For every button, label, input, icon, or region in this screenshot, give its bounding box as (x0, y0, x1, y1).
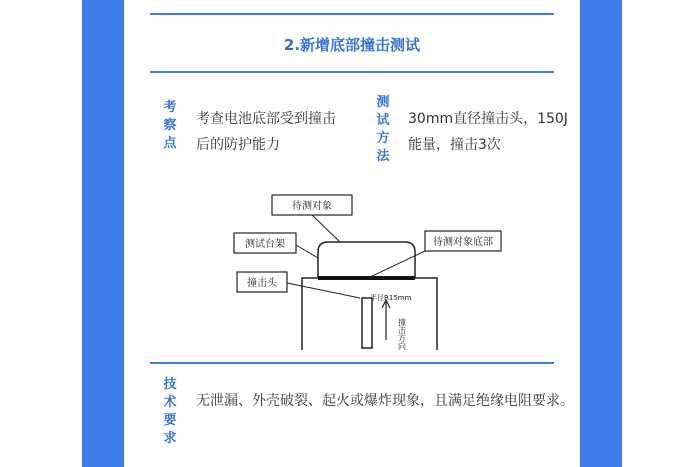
object-callout-leader (312, 215, 340, 242)
purpose-text: 考查电池底部受到撞击后的防护能力 (196, 111, 336, 153)
bottom-callout-text: 待测对象底部 (433, 237, 493, 248)
test-bench-body (302, 278, 437, 350)
divider-bottom (150, 362, 554, 364)
head-callout-leader (287, 283, 360, 298)
bench-callout-text: 测试台架 (245, 239, 285, 250)
tested-object-shape (318, 242, 415, 278)
head-callout-text: 撞击头 (247, 278, 277, 289)
method-text: 30mm直径撞击头，150J能量，撞击3次 (408, 111, 568, 153)
object-bottom-plate (318, 276, 415, 280)
purpose-label: 考察点 (163, 100, 177, 151)
bottom-callout-leader (368, 251, 425, 278)
bench-callout-leader (296, 245, 318, 258)
requirement-label: 技术要求 (163, 377, 177, 446)
method-label: 测试方法 (376, 95, 390, 164)
radius-annotation: 半径R15mm (370, 294, 412, 302)
direction-annotation: 撞击方向 (397, 318, 407, 350)
requirement-text: 无泄漏、外壳破裂、起火或爆炸现象，且满足绝缘电阻要求。 (196, 393, 574, 409)
object-callout-text: 待测对象 (292, 201, 332, 212)
section-title: 2.新增底部撞击测试 (283, 36, 421, 54)
impact-head-shape (362, 298, 372, 348)
